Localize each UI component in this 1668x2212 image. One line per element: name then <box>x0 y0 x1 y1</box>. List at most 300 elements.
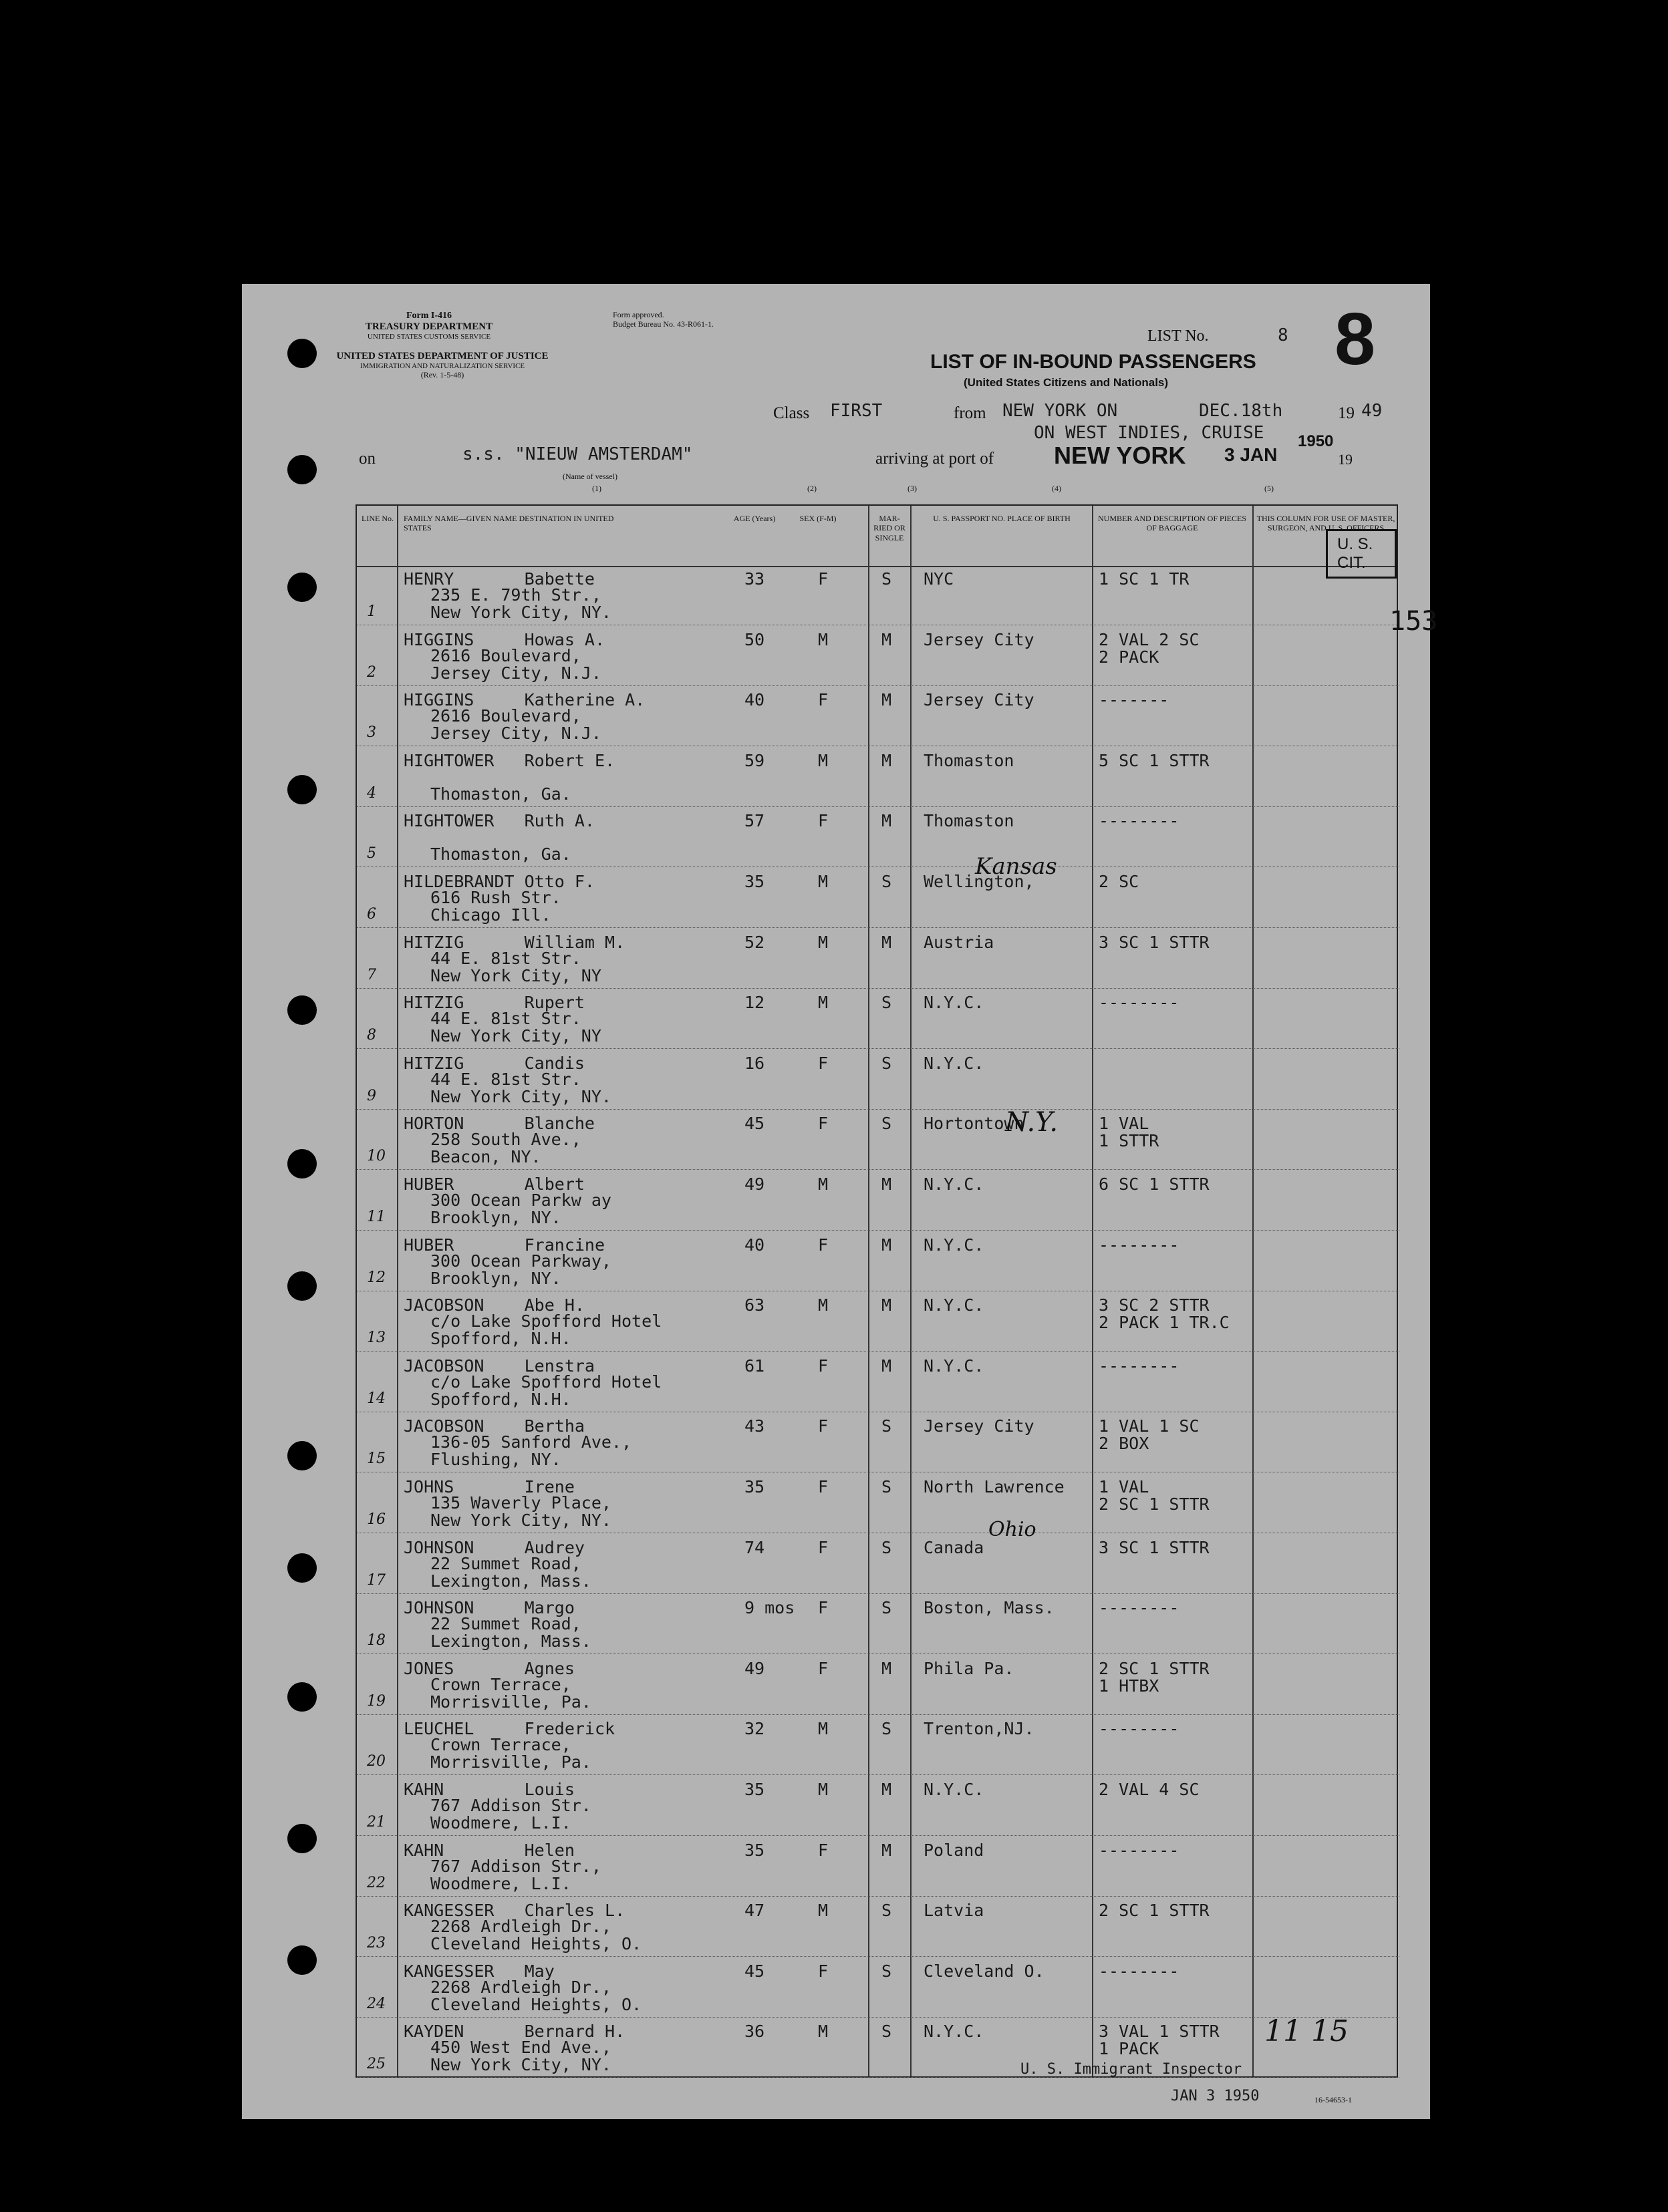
col-married: MAR-RIED OR SINGLE <box>873 514 906 542</box>
class-label: Class <box>773 404 810 422</box>
passenger-line-number: 21 <box>367 1814 386 1831</box>
passenger-name: HITZIG Rupert <box>404 993 585 1013</box>
passenger-line-number: 25 <box>367 2056 386 2073</box>
col-num-5: (5) <box>1264 484 1274 493</box>
justice-dept-block <box>322 351 563 380</box>
list-number-label: LIST No. <box>1147 327 1209 345</box>
passenger-city: Cleveland Heights, O. <box>430 1934 642 1954</box>
passenger-city: Lexington, Mass. <box>430 1571 591 1591</box>
passenger-name: HUBER Francine <box>404 1235 605 1255</box>
table-row <box>357 1050 1399 1110</box>
form-approval <box>613 311 787 329</box>
big-list-number: 8 <box>1335 298 1376 380</box>
passenger-marital: S <box>881 1537 892 1557</box>
passenger-birthplace: Trenton,NJ. <box>924 1719 1034 1739</box>
passenger-city: New York City, NY <box>430 965 601 985</box>
passenger-age: 47 <box>744 1901 765 1921</box>
row-divider <box>357 685 1399 686</box>
row-divider <box>357 1351 1399 1352</box>
passenger-line-number: 6 <box>367 906 376 923</box>
col-baggage: NUMBER AND DESCRIPTION OF PIECES OF BAGGAGE <box>1097 514 1247 533</box>
passenger-name: HIGHTOWER Ruth A. <box>404 811 595 831</box>
row-divider <box>357 927 1399 928</box>
passenger-sex: F <box>818 569 829 589</box>
table-row <box>357 1353 1399 1413</box>
passenger-birthplace: N.Y.C. <box>924 1295 984 1315</box>
passenger-baggage: 2 SC 1 STTR <box>1099 1901 1210 1921</box>
passenger-age: 40 <box>744 1235 765 1255</box>
table-row <box>357 687 1399 747</box>
inspector-date: JAN 3 1950 <box>1171 2088 1260 2104</box>
passenger-line-number: 22 <box>367 1874 386 1891</box>
passenger-city: Beacon, NY. <box>430 1147 541 1167</box>
passenger-marital: S <box>881 1901 892 1921</box>
handwritten-ohio: Ohio <box>988 1518 1036 1541</box>
table-row <box>357 1474 1399 1534</box>
passenger-address: 2268 Ardleigh Dr., <box>430 1917 611 1937</box>
passenger-sex: F <box>818 1658 829 1678</box>
passenger-line-number: 3 <box>367 724 376 742</box>
year-value: 49 <box>1361 401 1383 421</box>
port-stamp: NEW YORK <box>1054 442 1186 469</box>
passenger-sex: F <box>818 1416 829 1436</box>
row-divider <box>357 806 1399 807</box>
passenger-baggage-2: 2 PACK 1 TR.C <box>1099 1313 1230 1333</box>
passenger-marital: M <box>881 1174 892 1194</box>
passenger-name: HIGHTOWER Robert E. <box>404 750 615 770</box>
passenger-baggage: 3 VAL 1 STTR <box>1099 2022 1220 2042</box>
passenger-birthplace: N.Y.C. <box>924 1780 984 1799</box>
table-row <box>357 566 1399 626</box>
passenger-age: 35 <box>744 872 765 891</box>
col-sex: SEX (F-M) <box>799 514 837 523</box>
passenger-marital: S <box>881 569 892 589</box>
passenger-age: 33 <box>744 569 765 589</box>
passenger-marital: S <box>881 1719 892 1739</box>
passenger-age: 36 <box>744 2022 765 2042</box>
passenger-city: Thomaston, Ga. <box>430 844 571 864</box>
col-passport: U. S. PASSPORT NO. PLACE OF BIRTH <box>933 514 1071 523</box>
table-row <box>357 1655 1399 1716</box>
col-num-1: (1) <box>592 484 601 493</box>
passenger-city: Jersey City, N.J. <box>430 724 601 744</box>
document-subtitle: (United States Citizens and Nationals) <box>964 376 1169 389</box>
passenger-sex: M <box>818 1780 829 1799</box>
passenger-name: KANGESSER Charles L. <box>404 1901 626 1921</box>
passenger-address: c/o Lake Spofford Hotel <box>430 1372 662 1392</box>
passenger-name: JOHNSON Margo <box>404 1598 575 1618</box>
passenger-baggage: 3 SC 2 STTR <box>1099 1295 1210 1315</box>
passenger-line-number: 24 <box>367 1995 386 2012</box>
passenger-name: KAHN Louis <box>404 1780 575 1799</box>
binder-hole <box>287 1682 317 1712</box>
passenger-baggage: 3 SC 1 STTR <box>1099 932 1210 952</box>
form-number: Form I-416 <box>406 311 452 321</box>
binder-hole <box>287 1824 317 1853</box>
class-value: FIRST <box>830 401 883 421</box>
passenger-sex: F <box>818 1840 829 1860</box>
from-value: NEW YORK ON <box>1002 401 1118 421</box>
table-row <box>357 1716 1399 1776</box>
passenger-age: 16 <box>744 1053 765 1073</box>
passenger-age: 45 <box>744 1114 765 1134</box>
passenger-name: JOHNSON Audrey <box>404 1537 585 1557</box>
passenger-age: 40 <box>744 690 765 710</box>
passenger-marital: M <box>881 1840 892 1860</box>
ins: IMMIGRATION AND NATURALIZATION SERVICE <box>360 362 525 371</box>
passenger-sex: F <box>818 1537 829 1557</box>
passenger-baggage: 2 VAL 4 SC <box>1099 1780 1200 1799</box>
passenger-baggage: -------- <box>1099 1356 1179 1376</box>
passenger-line-number: 14 <box>367 1390 386 1407</box>
passenger-age: 9 mos <box>744 1598 795 1618</box>
us-citizen-stamp: U. S. CIT. <box>1326 529 1397 579</box>
passenger-line-number: 7 <box>367 966 376 983</box>
row-divider <box>357 866 1399 867</box>
passenger-sex: F <box>818 1053 829 1073</box>
row-divider <box>357 1896 1399 1897</box>
passenger-sex: M <box>818 1295 829 1315</box>
binder-hole <box>287 339 317 368</box>
passenger-age: 50 <box>744 629 765 649</box>
document-title: LIST OF IN-BOUND PASSENGERS <box>930 351 1256 373</box>
passenger-address: 135 Waverly Place, <box>430 1493 611 1513</box>
table-row <box>357 748 1399 808</box>
passenger-name: JACOBSON Abe H. <box>404 1295 585 1315</box>
passenger-marital: S <box>881 1598 892 1618</box>
passenger-sex: M <box>818 750 829 770</box>
passenger-age: 63 <box>744 1295 765 1315</box>
passenger-baggage: 6 SC 1 STTR <box>1099 1174 1210 1194</box>
passenger-city: New York City, NY. <box>430 1086 611 1106</box>
passenger-line-number: 18 <box>367 1632 386 1649</box>
passenger-sex: M <box>818 872 829 891</box>
passenger-city: Jersey City, N.J. <box>430 663 601 683</box>
passenger-name: HIGGINS Katherine A. <box>404 690 646 710</box>
passenger-name: HILDEBRANDT Otto F. <box>404 872 595 891</box>
passenger-sex: F <box>818 1477 829 1496</box>
passenger-city: Woodmere, L.I. <box>430 1813 571 1833</box>
passenger-baggage-2: 2 BOX <box>1099 1434 1149 1454</box>
passenger-birthplace: N.Y.C. <box>924 1174 984 1194</box>
passenger-birthplace: Wellington, <box>924 872 1034 891</box>
passenger-birthplace: Cleveland O. <box>924 1961 1045 1981</box>
passenger-city: Woodmere, L.I. <box>430 1873 571 1893</box>
passenger-sex: M <box>818 932 829 952</box>
passenger-line-number: 4 <box>367 784 376 802</box>
passenger-age: 43 <box>744 1416 765 1436</box>
passenger-baggage-2: 1 STTR <box>1099 1131 1159 1151</box>
passenger-birthplace: Poland <box>924 1840 984 1860</box>
passenger-name: HIGGINS Howas A. <box>404 629 605 649</box>
inspector-title: U. S. Immigrant Inspector <box>1020 2061 1242 2078</box>
passenger-birthplace: Jersey City <box>924 629 1034 649</box>
passenger-line-number: 19 <box>367 1692 386 1710</box>
passenger-marital: M <box>881 690 892 710</box>
passenger-address: Crown Terrace, <box>430 1735 571 1755</box>
passenger-age: 12 <box>744 993 765 1013</box>
passenger-birthplace: N.Y.C. <box>924 993 984 1013</box>
passenger-line-number: 15 <box>367 1450 386 1468</box>
passenger-address: 2616 Boulevard, <box>430 645 581 665</box>
row-divider <box>357 2017 1399 2018</box>
passenger-name: KAYDEN Bernard H. <box>404 2022 626 2042</box>
passenger-marital: S <box>881 993 892 1013</box>
passenger-baggage: -------- <box>1099 1840 1179 1860</box>
binder-hole <box>287 995 317 1025</box>
justice-dept: UNITED STATES DEPARTMENT OF JUSTICE <box>336 351 549 361</box>
row-divider <box>357 1956 1399 1957</box>
passenger-city: Flushing, NY. <box>430 1450 561 1470</box>
passenger-name: HITZIG Candis <box>404 1053 585 1073</box>
passenger-baggage: 2 SC <box>1099 872 1139 891</box>
passenger-baggage: -------- <box>1099 1598 1179 1618</box>
row-divider <box>357 1109 1399 1110</box>
passenger-table <box>356 504 1438 2078</box>
passenger-line-number: 1 <box>367 603 376 620</box>
handwritten-kansas: Kansas <box>975 853 1057 880</box>
passenger-line-number: 17 <box>367 1571 386 1589</box>
passenger-baggage-2: 1 HTBX <box>1099 1676 1159 1696</box>
binder-hole <box>287 1945 317 1975</box>
binder-hole <box>287 573 317 602</box>
passenger-line-number: 12 <box>367 1269 386 1286</box>
form-header-left <box>342 311 516 341</box>
passenger-city: Chicago Ill. <box>430 905 551 925</box>
passenger-baggage: 1 VAL <box>1099 1477 1149 1496</box>
passenger-city: Brooklyn, NY. <box>430 1268 561 1288</box>
binder-hole <box>287 1553 317 1583</box>
passenger-city: Morrisville, Pa. <box>430 1752 591 1772</box>
passenger-address: 136-05 Sanford Ave., <box>430 1432 632 1452</box>
table-row <box>357 627 1399 687</box>
col-officers: THIS COLUMN FOR USE OF MASTER, SURGEON, AND U. S. OFFICERS <box>1256 514 1395 533</box>
passenger-line-number: 20 <box>367 1753 386 1770</box>
passenger-city: Thomaston, Ga. <box>430 784 571 804</box>
passenger-baggage: 1 VAL 1 SC <box>1099 1416 1200 1436</box>
passenger-sex: M <box>818 1174 829 1194</box>
passenger-age: 74 <box>744 1537 765 1557</box>
table-row <box>357 1897 1399 1957</box>
footer-code: 16-54653-1 <box>1314 2095 1352 2104</box>
passenger-marital: M <box>881 932 892 952</box>
passenger-name: KAHN Helen <box>404 1840 575 1860</box>
passenger-marital: M <box>881 1356 892 1376</box>
passenger-marital: S <box>881 1114 892 1134</box>
arrival-date-stamp: 3 JAN <box>1224 444 1278 465</box>
from-label: from <box>954 404 986 422</box>
binder-hole <box>287 1441 317 1470</box>
passenger-marital: M <box>881 629 892 649</box>
passenger-sex: M <box>818 1719 829 1739</box>
passenger-marital: S <box>881 1961 892 1981</box>
passenger-baggage: -------- <box>1099 811 1179 831</box>
passenger-address: 44 E. 81st Str. <box>430 1009 581 1029</box>
row-divider <box>357 1774 1399 1775</box>
passenger-line-number: 10 <box>367 1148 386 1165</box>
passenger-address: 22 Summet Road, <box>430 1553 581 1573</box>
passenger-birthplace: N.Y.C. <box>924 1235 984 1255</box>
revision: (Rev. 1-5-48) <box>420 369 464 379</box>
passenger-address: 616 Rush Str. <box>430 888 561 907</box>
passenger-birthplace: N.Y.C. <box>924 2022 984 2042</box>
passenger-birthplace: Austria <box>924 932 994 952</box>
col-age: AGE (Years) <box>733 514 776 523</box>
passenger-name: JONES Agnes <box>404 1658 575 1678</box>
passenger-birthplace: Jersey City <box>924 690 1034 710</box>
arrival-year-stamp: 1950 <box>1298 432 1334 450</box>
passenger-birthplace: North Lawrence <box>924 1477 1065 1496</box>
passenger-sex: F <box>818 1356 829 1376</box>
passenger-birthplace: Canada <box>924 1537 984 1557</box>
passenger-city: Spofford, N.H. <box>430 1389 571 1409</box>
passenger-address: 300 Ocean Parkway, <box>430 1251 611 1271</box>
table-row <box>357 868 1399 929</box>
passenger-city: Brooklyn, NY. <box>430 1208 561 1227</box>
passenger-birthplace: Boston, Mass. <box>924 1598 1055 1618</box>
arrival-year-prefix: 19 <box>1338 451 1353 468</box>
passenger-baggage-2: 2 SC 1 STTR <box>1099 1494 1210 1514</box>
passenger-address: 300 Ocean Parkw ay <box>430 1191 611 1210</box>
passenger-address: Crown Terrace, <box>430 1674 571 1694</box>
passenger-name: JACOBSON Bertha <box>404 1416 585 1436</box>
passenger-sex: F <box>818 1598 829 1618</box>
passenger-marital: M <box>881 1295 892 1315</box>
passenger-address: c/o Lake Spofford Hotel <box>430 1311 662 1331</box>
passenger-line-number: 9 <box>367 1087 376 1104</box>
passenger-birthplace: Latvia <box>924 1901 984 1921</box>
passenger-age: 32 <box>744 1719 765 1739</box>
passenger-address: 235 E. 79th Str., <box>430 585 601 605</box>
passenger-age: 61 <box>744 1356 765 1376</box>
passenger-sex: M <box>818 993 829 1013</box>
passenger-baggage-2: 2 PACK <box>1099 647 1159 667</box>
passenger-birthplace: Thomaston <box>924 750 1014 770</box>
passenger-address: 2268 Ardleigh Dr., <box>430 1977 611 1997</box>
passenger-city: New York City, NY <box>430 1026 601 1046</box>
passenger-age: 35 <box>744 1780 765 1799</box>
passenger-age: 35 <box>744 1477 765 1496</box>
passenger-city: Morrisville, Pa. <box>430 1692 591 1712</box>
table-row <box>357 1776 1399 1837</box>
passenger-age: 59 <box>744 750 765 770</box>
passenger-baggage: 3 SC 1 STTR <box>1099 1537 1210 1557</box>
passenger-birthplace: NYC <box>924 569 954 589</box>
budget-bureau: Budget Bureau No. 43-R061-1. <box>613 319 714 329</box>
table-row <box>357 1110 1399 1170</box>
passenger-marital: S <box>881 1053 892 1073</box>
row-divider <box>357 2077 1399 2078</box>
customs-service: UNITED STATES CUSTOMS SERVICE <box>367 333 491 341</box>
treasury-dept: TREASURY DEPARTMENT <box>365 321 493 333</box>
year-prefix: 19 <box>1338 404 1355 422</box>
departure-date: DEC.18th <box>1199 401 1283 421</box>
passenger-sex: F <box>818 1114 829 1134</box>
manifest-page <box>242 284 1438 2119</box>
handwritten-ny: N.Y. <box>1005 1107 1059 1138</box>
passenger-sex: M <box>818 629 829 649</box>
passenger-sex: F <box>818 811 829 831</box>
form-approved: Form approved. <box>613 310 664 319</box>
table-row <box>357 1292 1399 1352</box>
binder-hole <box>287 1271 317 1301</box>
passenger-marital: M <box>881 1780 892 1799</box>
inspector-signature-number: 11 15 <box>1264 2014 1349 2048</box>
passenger-city: Lexington, Mass. <box>430 1631 591 1651</box>
row-divider <box>357 1653 1399 1654</box>
table-row <box>357 929 1399 989</box>
passenger-address: 22 Summet Road, <box>430 1614 581 1634</box>
passenger-address: 258 South Ave., <box>430 1130 581 1150</box>
passenger-sex: F <box>818 1235 829 1255</box>
vessel-name: s.s. "NIEUW AMSTERDAM" <box>462 444 693 464</box>
table-row <box>357 1232 1399 1292</box>
table-row <box>357 1595 1399 1655</box>
row-divider <box>357 1048 1399 1049</box>
passenger-name: KANGESSER May <box>404 1961 555 1981</box>
passenger-address: 2616 Boulevard, <box>430 706 581 726</box>
passenger-birthplace: Thomaston <box>924 811 1014 831</box>
passenger-name: HUBER Albert <box>404 1174 585 1194</box>
passenger-baggage: -------- <box>1099 993 1179 1013</box>
passenger-name: JOHNS Irene <box>404 1477 575 1496</box>
passenger-address: 44 E. 81st Str. <box>430 1069 581 1089</box>
col-name: FAMILY NAME—GIVEN NAME DESTINATION IN UNITED STATES <box>404 514 614 533</box>
passenger-birthplace: N.Y.C. <box>924 1356 984 1376</box>
passenger-marital: M <box>881 811 892 831</box>
passenger-name: HENRY Babette <box>404 569 595 589</box>
passenger-name: JACOBSON Lenstra <box>404 1356 595 1376</box>
passenger-baggage: 2 VAL 2 SC <box>1099 629 1200 649</box>
arriving-label: arriving at port of <box>875 450 994 468</box>
passenger-city: Cleveland Heights, O. <box>430 1994 642 2014</box>
passenger-marital: M <box>881 750 892 770</box>
passenger-marital: M <box>881 1235 892 1255</box>
from-value-2: ON WEST INDIES, CRUISE <box>1034 423 1264 443</box>
passenger-baggage: -------- <box>1099 1719 1179 1739</box>
passenger-sex: M <box>818 2022 829 2042</box>
passenger-baggage-2: 1 PACK <box>1099 2039 1159 2059</box>
passenger-line-number: 8 <box>367 1027 376 1044</box>
passenger-city: New York City, NY. <box>430 2055 611 2075</box>
col-num-4: (4) <box>1052 484 1061 493</box>
passenger-address: 767 Addison Str. <box>430 1796 591 1815</box>
passenger-birthplace: N.Y.C. <box>924 1053 984 1073</box>
officer-note-number: 153 <box>1389 606 1438 637</box>
binder-hole <box>287 1149 317 1178</box>
passenger-marital: M <box>881 1658 892 1678</box>
passenger-birthplace: Phila Pa. <box>924 1658 1014 1678</box>
passenger-age: 45 <box>744 1961 765 1981</box>
passenger-name: HITZIG William M. <box>404 932 626 952</box>
row-divider <box>357 1593 1399 1594</box>
passenger-address: 44 E. 81st Str. <box>430 948 581 968</box>
passenger-birthplace: Hortontown <box>924 1114 1024 1134</box>
passenger-city: New York City, NY. <box>430 1511 611 1530</box>
passenger-marital: S <box>881 1477 892 1496</box>
passenger-age: 52 <box>744 932 765 952</box>
passenger-name: LEUCHEL Frederick <box>404 1719 615 1739</box>
passenger-address: 767 Addison Str., <box>430 1856 601 1876</box>
passenger-line-number: 2 <box>367 663 376 681</box>
table-row <box>357 1171 1399 1231</box>
table-row <box>357 989 1399 1050</box>
passenger-sex: F <box>818 1961 829 1981</box>
passenger-age: 35 <box>744 1840 765 1860</box>
col-line: LINE No. <box>362 514 394 523</box>
on-label: on <box>359 450 376 468</box>
row-divider <box>357 1169 1399 1170</box>
